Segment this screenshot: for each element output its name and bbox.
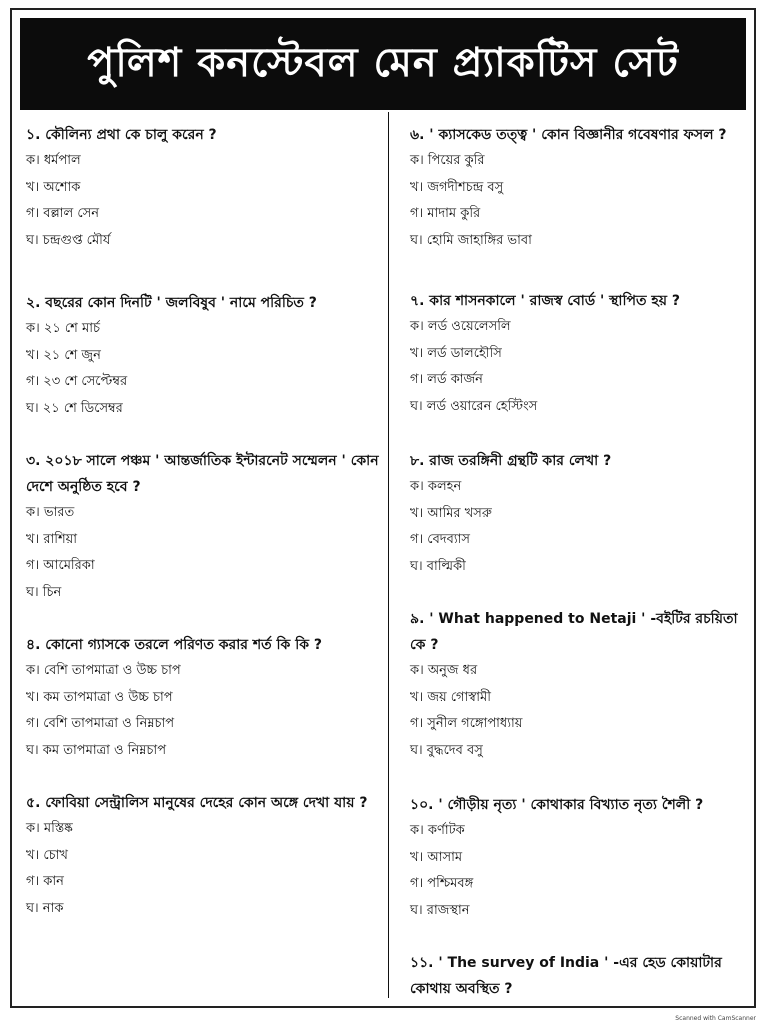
question-block-4 <box>26 632 382 764</box>
question-block-11 <box>410 950 748 1002</box>
option-d: ঘ। চন্দ্রগুপ্ত মৌর্য <box>26 232 111 248</box>
question-text: ৩. ২০১৮ সালে পঞ্চম ' আন্তর্জাতিক ইন্টারনেট সম্মেলন ' কোন দেশে অনুষ্ঠিত হবে ? <box>26 453 379 495</box>
question-text: ৮. রাজ তরঙ্গিনী গ্রন্থটি কার লেখা ? <box>410 453 612 469</box>
option-b: খ। ২১ শে জুন <box>26 347 101 363</box>
question-text: ১. কৌলিন্য প্রথা কে চালু করেন ? <box>26 127 217 143</box>
question-block-1 <box>26 122 382 254</box>
option-d: ঘ। লর্ড ওয়ারেন হেস্টিংস <box>410 398 538 414</box>
question-text: ৬. ' ক্যাসকেড তত্ত্ব ' কোন বিজ্ঞানীর গবেষণার ফসল ? <box>410 127 727 143</box>
option-b: খ। আমির খসরু <box>410 505 492 521</box>
option-d: ঘ। রাজস্থান <box>410 902 470 918</box>
question-text: ৭. কার শাসনকালে ' রাজস্ব বোর্ড ' স্থাপিত হয় ? <box>410 293 680 309</box>
option-c: গ। বল্লাল সেন <box>26 206 99 221</box>
question-block-9 <box>410 606 748 764</box>
option-a: ক। অনুজ ধর <box>410 663 478 678</box>
question-block-6 <box>410 122 748 254</box>
question-block-7 <box>410 288 748 420</box>
option-c: গ। কান <box>26 874 64 889</box>
option-a: ক। ভারত <box>26 505 75 520</box>
scanner-watermark: Scanned with CamScanner <box>675 1015 756 1022</box>
option-c: গ। সুনীল গঙ্গোপাধ্যায় <box>410 716 523 731</box>
option-c: গ। বেদব্যাস <box>410 532 471 547</box>
question-text: ২. বছরের কোন দিনটি ' জলবিষুব ' নামে পরিচিত ? <box>26 295 317 311</box>
option-b: খ। আসাম <box>410 849 463 865</box>
question-text: ৪. কোনো গ্যাসকে তরলে পরিণত করার শর্ত কি কি ? <box>26 637 323 653</box>
option-c: গ। পশ্চিমবঙ্গ <box>410 876 474 891</box>
question-text: ১১. ' The survey of India ' -এর হেড কোয়াটার কোথায় অবস্থিত ? <box>410 955 722 997</box>
question-block-2 <box>26 290 382 422</box>
question-block-10 <box>410 792 748 924</box>
option-a: ক। কর্ণাটক <box>410 823 465 838</box>
option-d: ঘ। কম তাপমাত্রা ও নিম্নচাপ <box>26 742 167 758</box>
option-a: ক। মস্তিষ্ক <box>26 821 73 836</box>
option-c: গ। লর্ড কার্জন <box>410 372 483 387</box>
question-text: ১০. ' গৌড়ীয় নৃত্য ' কোথাকার বিখ্যাত নৃত্য শৈলী ? <box>410 797 704 813</box>
option-c: গ। ২৩ শে সেপ্টেম্বর <box>26 374 128 389</box>
option-c: গ। আমেরিকা <box>26 558 95 573</box>
option-a: ক। ধর্মপাল <box>26 153 81 168</box>
option-d: ঘ। ২১ শে ডিসেম্বর <box>26 400 123 416</box>
question-block-5 <box>26 790 382 922</box>
option-a: ক। লর্ড ওয়েলেসলি <box>410 319 511 334</box>
page-title: পুলিশ কনস্টেবল মেন প্র্যাকটিস সেট <box>87 39 679 86</box>
option-b: খ। কম তাপমাত্রা ও উচ্চ চাপ <box>26 689 173 705</box>
option-d: ঘ। চিন <box>26 584 62 600</box>
question-text: ৯. ' What happened to Netaji ' -বইটির রচয়িতা কে ? <box>410 611 738 653</box>
question-block-8 <box>410 448 748 580</box>
option-b: খ। অশোক <box>26 179 81 195</box>
option-b: খ। লর্ড ডালহৌসি <box>410 345 502 361</box>
option-a: ক। ২১ শে মার্চ <box>26 321 100 336</box>
option-b: খ। রাশিয়া <box>26 531 78 547</box>
option-b: খ। জয় গোস্বামী <box>410 689 491 705</box>
option-a: ক। পিয়ের কুরি <box>410 153 485 168</box>
option-d: ঘ। হোমি জাহাঙ্গির ভাবা <box>410 232 532 248</box>
column-divider <box>388 112 389 998</box>
option-b: খ। জগদীশচন্দ্র বসু <box>410 179 504 195</box>
option-d: ঘ। বুদ্ধদেব বসু <box>410 742 483 758</box>
option-c: গ। মাদাম কুরি <box>410 206 481 221</box>
question-text: ৫. ফোবিয়া সেন্ট্রালিস মানুষের দেহের কোন অঙ্গে দেখা যায় ? <box>26 795 368 811</box>
question-block-3 <box>26 448 382 606</box>
title-banner <box>20 18 746 110</box>
option-a: ক। বেশি তাপমাত্রা ও উচ্চ চাপ <box>26 663 181 678</box>
option-b: খ। চোখ <box>26 847 68 863</box>
option-c: গ। বেশি তাপমাত্রা ও নিম্নচাপ <box>26 716 175 731</box>
option-d: ঘ। বাল্মিকী <box>410 558 466 574</box>
worksheet-page <box>10 8 756 1008</box>
option-a: ক। কলহন <box>410 479 462 494</box>
option-d: ঘ। নাক <box>26 900 64 916</box>
